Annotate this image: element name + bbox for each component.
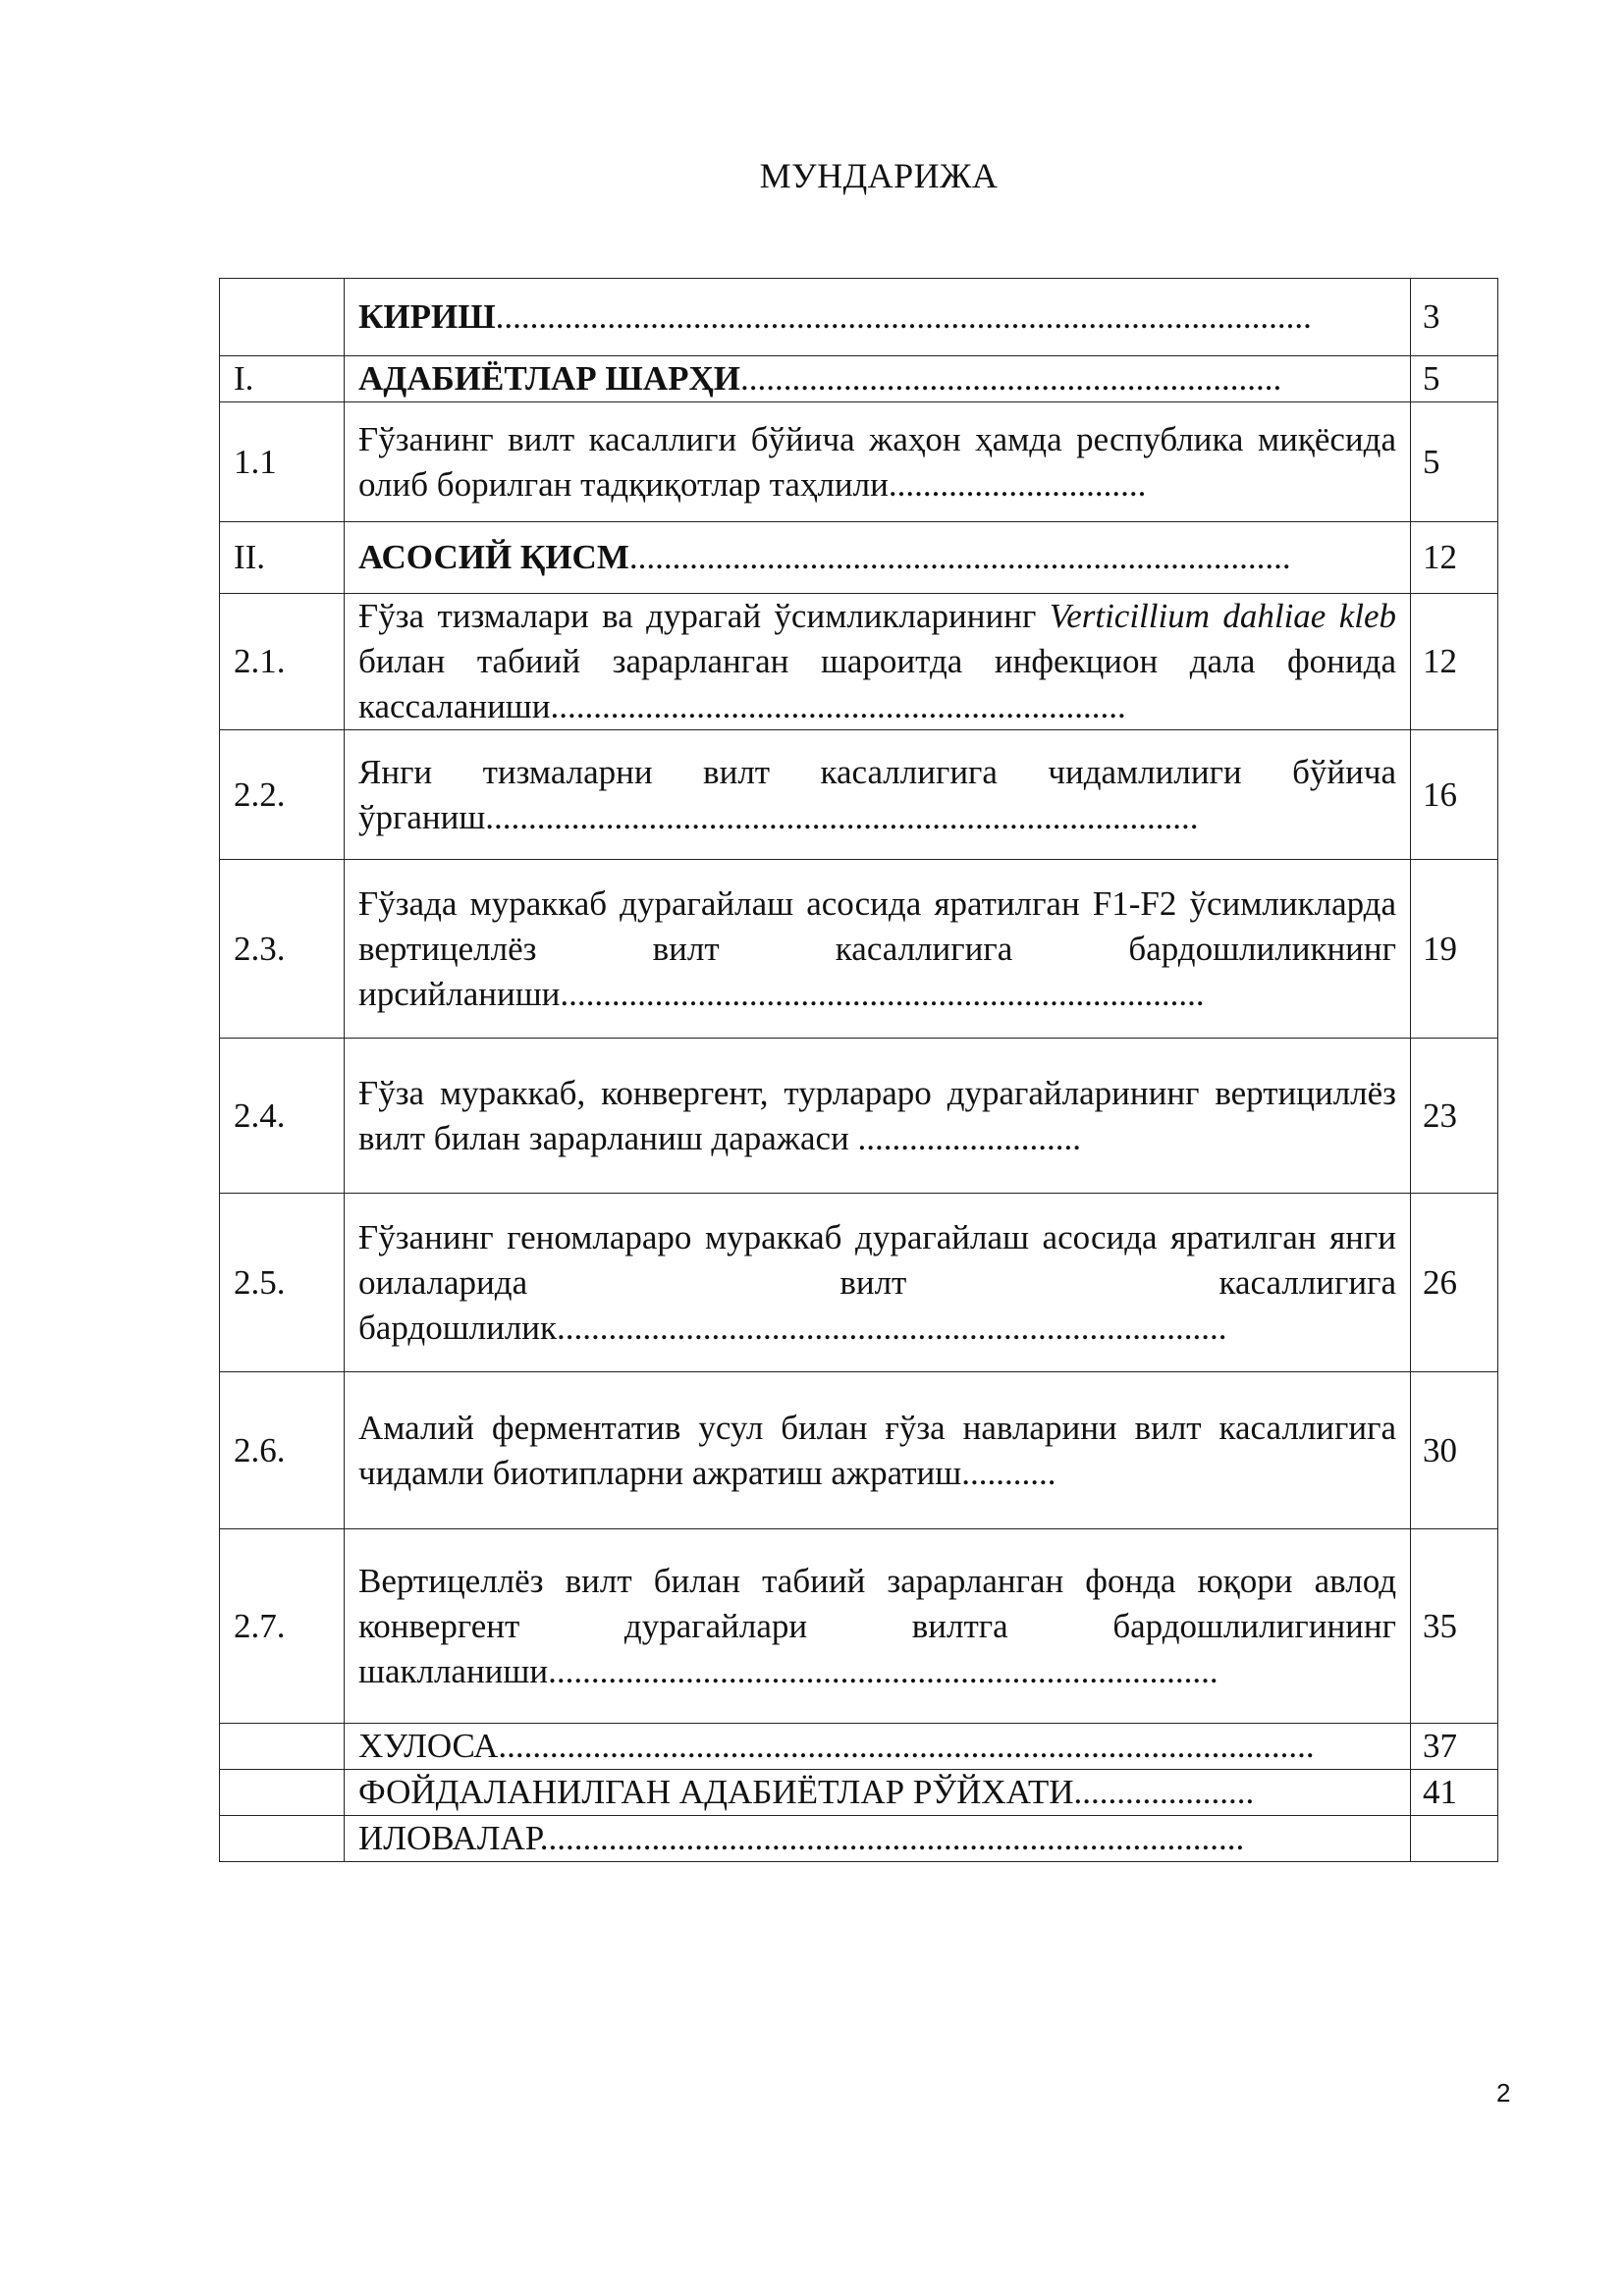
toc-row-title: Янги тизмаларни вилт касаллигига чидамлилиги бўйича ўрганиш...................................................................................: [345, 730, 1411, 860]
toc-row-title: [345, 279, 1411, 356]
toc-heading: АСОСИЙ ҚИСМ: [358, 538, 629, 576]
toc-row-number: 2.6.: [220, 1372, 345, 1529]
toc-leader: ...............................................................: [740, 359, 1282, 398]
toc-row-number: 2.5.: [220, 1194, 345, 1372]
toc-row-intro: [220, 279, 1498, 356]
toc-row-literature: [220, 356, 1498, 402]
toc-row-references: [220, 1770, 1498, 1816]
toc-row-page: [1411, 1816, 1498, 1862]
toc-row-page: 35: [1411, 1529, 1498, 1724]
toc-row-title: ФОЙДАЛАНИЛГАН АДАБИЁТЛАР РЎЙХАТИ.....................: [345, 1770, 1411, 1816]
toc-leader: .............................................................................: [628, 538, 1291, 576]
toc-row-appendices: [220, 1816, 1498, 1862]
toc-row-number: 2.2.: [220, 730, 345, 860]
toc-row-title: Ғўза мураккаб, конвергент, турлараро дурагайларининг вертициллёз вилт билан зарарланиш даражаси ..........................: [345, 1039, 1411, 1194]
toc-row-2-2: [220, 730, 1498, 860]
toc-row-title: ХУЛОСА...............................................................................................: [345, 1724, 1411, 1770]
page-title: МУНДАРИЖА: [759, 156, 999, 195]
table-of-contents: [219, 278, 1498, 1862]
toc-row-2-1: [220, 594, 1498, 730]
toc-row-number: 2.7.: [220, 1529, 345, 1724]
toc-row-2-7: [220, 1529, 1498, 1724]
toc-row-title: ИЛОВАЛАР..................................................................................: [345, 1816, 1411, 1862]
toc-row-page: 26: [1411, 1194, 1498, 1372]
toc-row-title: [345, 522, 1411, 594]
toc-row-title: [345, 356, 1411, 402]
toc-row-number: 1.1: [220, 402, 345, 522]
toc-row-page: 12: [1411, 522, 1498, 594]
page-number: 2: [1496, 2078, 1511, 2108]
toc-row-title: Вертицеллёз вилт билан табиий зарарланган фонда юқори авлод конвергент дурагайлари вилтга бардошлилигининг шаклланиши..............................................................................: [345, 1529, 1411, 1724]
toc-row-2-5: [220, 1194, 1498, 1372]
toc-row-conclusion: [220, 1724, 1498, 1770]
toc-row-page: 3: [1411, 279, 1498, 356]
toc-row-number: I.: [220, 356, 345, 402]
toc-row-page: 23: [1411, 1039, 1498, 1194]
toc-italic-text: Verticillium dahliae kleb: [1049, 597, 1396, 635]
toc-row-page: 5: [1411, 356, 1498, 402]
toc-row-number: [220, 1816, 345, 1862]
toc-row-title: Амалий ферментатив усул билан ғўза навларини вилт касаллигига чидамли биотипларни ажратиш ажратиш...........: [345, 1372, 1411, 1529]
toc-row-page: 41: [1411, 1770, 1498, 1816]
toc-row-page: 19: [1411, 860, 1498, 1039]
toc-row-title: Ғўзада мураккаб дурагайлаш асосида яратилган F1-F2 ўсимликларда вертицеллёз вилт касаллигига бардошлиликнинг ирсийланиши...........................................................................: [345, 860, 1411, 1039]
toc-heading: КИРИШ: [358, 297, 496, 336]
toc-row-number: 2.4.: [220, 1039, 345, 1194]
toc-row-title: [345, 594, 1411, 730]
toc-leader: ...............................................................................................: [495, 297, 1312, 336]
toc-row-number: 2.1.: [220, 594, 345, 730]
toc-row-page: 30: [1411, 1372, 1498, 1529]
toc-row-page: 5: [1411, 402, 1498, 522]
toc-row-page: 12: [1411, 594, 1498, 730]
toc-row-page: 37: [1411, 1724, 1498, 1770]
toc-row-2-3: [220, 860, 1498, 1039]
toc-row-2-4: [220, 1039, 1498, 1194]
toc-row-number: [220, 1724, 345, 1770]
toc-text: билан табиий зарарланган шароитда инфекцион дала фонида кассаланиши...................................................................: [358, 642, 1396, 725]
toc-row-main: [220, 522, 1498, 594]
toc-row-number: [220, 279, 345, 356]
toc-heading: АДАБИЁТЛАР ШАРҲИ: [358, 359, 741, 398]
toc-row-title: Ғўзанинг вилт касаллиги бўйича жаҳон ҳамда республика миқёсида олиб борилган тадқиқотлар таҳлили..............................: [345, 402, 1411, 522]
toc-row-number: [220, 1770, 345, 1816]
toc-row-title: Ғўзанинг геномлараро мураккаб дурагайлаш асосида яратилган янги оилаларида вилт касаллигига бардошлилик..............................................................................: [345, 1194, 1411, 1372]
toc-row-page: 16: [1411, 730, 1498, 860]
toc-row-1-1: [220, 402, 1498, 522]
toc-row-2-6: [220, 1372, 1498, 1529]
toc-row-number: 2.3.: [220, 860, 345, 1039]
toc-row-number: II.: [220, 522, 345, 594]
toc-text: Ғўза тизмалари ва дурагай ўсимликларининг: [358, 597, 1050, 635]
